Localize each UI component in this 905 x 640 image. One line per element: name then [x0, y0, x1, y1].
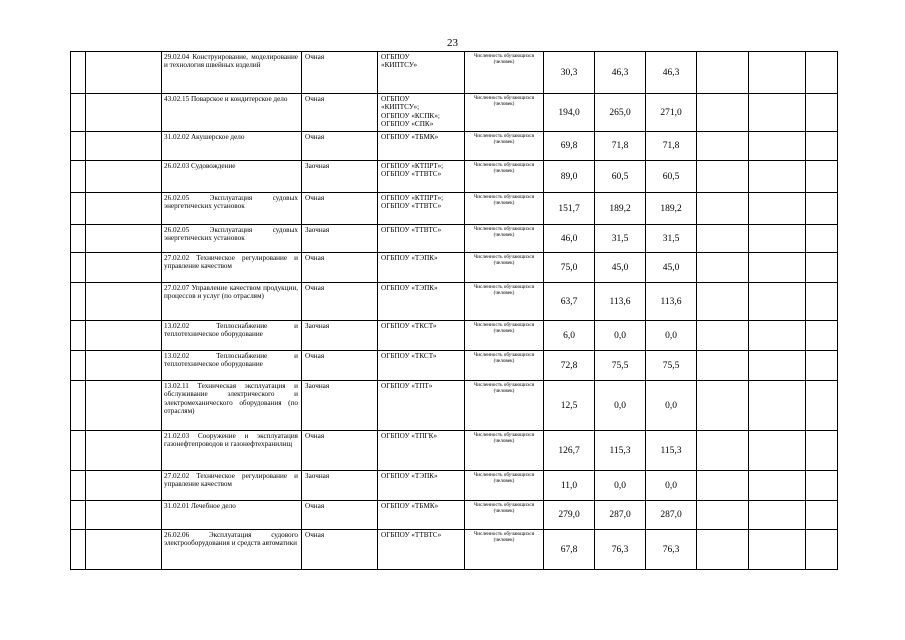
- blank-cell: [749, 193, 806, 225]
- blank-cell: [806, 193, 838, 225]
- specialties-table: [70, 51, 838, 570]
- organization-cell: [378, 431, 465, 471]
- blank-cell: [71, 52, 86, 94]
- study-form-cell: Очная: [302, 94, 378, 132]
- blank-cell: [71, 431, 86, 471]
- indicator-cell: Численность обучающихся (человек): [465, 132, 544, 161]
- value-cell-1: 126,7: [544, 431, 595, 471]
- specialty-cell: 27.02.07 Управление качеством продукции, процессов и услуг (по отраслям): [162, 283, 302, 321]
- blank-cell: [86, 381, 162, 431]
- indicator-cell: Численность обучающихся (человек): [465, 253, 544, 283]
- study-form-cell: Заочная: [302, 381, 378, 431]
- value-cell-1: 194,0: [544, 94, 595, 132]
- blank-cell: [71, 321, 86, 351]
- blank-cell: [749, 52, 806, 94]
- blank-cell: [697, 283, 749, 321]
- value-cell-3: 287,0: [646, 501, 697, 530]
- organization-cell: [378, 132, 465, 161]
- indicator-cell: Численность обучающихся (человек): [465, 501, 544, 530]
- study-form-cell: Очная: [302, 253, 378, 283]
- value-cell-2: 0,0: [595, 471, 646, 501]
- blank-cell: [697, 321, 749, 351]
- blank-cell: [697, 501, 749, 530]
- blank-cell: [71, 161, 86, 193]
- value-cell-1: 89,0: [544, 161, 595, 193]
- value-cell-2: 76,3: [595, 530, 646, 570]
- specialty-cell: 13.02.02 Теплоснабжение и теплотехническое оборудование: [162, 351, 302, 381]
- indicator-cell: Численность обучающихся (человек): [465, 193, 544, 225]
- value-cell-1: 63,7: [544, 283, 595, 321]
- indicator-cell: Численность обучающихся (человек): [465, 530, 544, 570]
- blank-cell: [806, 530, 838, 570]
- blank-cell: [806, 52, 838, 94]
- blank-cell: [71, 530, 86, 570]
- blank-cell: [749, 321, 806, 351]
- indicator-cell: Численность обучающихся (человек): [465, 225, 544, 253]
- blank-cell: [806, 321, 838, 351]
- study-form-cell: Заочная: [302, 471, 378, 501]
- value-cell-3: 271,0: [646, 94, 697, 132]
- value-cell-3: 115,3: [646, 431, 697, 471]
- specialty-cell: 27.02.02 Техническое регулирование и управление качеством: [162, 471, 302, 501]
- blank-cell: [806, 431, 838, 471]
- value-cell-1: 6,0: [544, 321, 595, 351]
- study-form-cell: Очная: [302, 52, 378, 94]
- blank-cell: [697, 530, 749, 570]
- organization-name: ОГБПОУ «КТПРТ»;: [381, 162, 444, 170]
- specialty-cell: 26.02.05 Эксплуатация судовых энергетических установок: [162, 193, 302, 225]
- organization-cell: [378, 253, 465, 283]
- value-cell-2: 265,0: [595, 94, 646, 132]
- indicator-cell: Численность обучающихся (человек): [465, 94, 544, 132]
- table-row: [71, 471, 838, 501]
- blank-cell: [86, 501, 162, 530]
- study-form-cell: Очная: [302, 501, 378, 530]
- value-cell-3: 0,0: [646, 471, 697, 501]
- value-cell-2: 113,6: [595, 283, 646, 321]
- organization-cell: [378, 94, 465, 132]
- organization-name: ОГБПОУ «ТТВТС»: [381, 226, 442, 234]
- study-form-cell: Очная: [302, 431, 378, 471]
- value-cell-2: 0,0: [595, 321, 646, 351]
- blank-cell: [86, 431, 162, 471]
- organization-cell: [378, 530, 465, 570]
- indicator-cell: Численность обучающихся (человек): [465, 381, 544, 431]
- organization-cell: [378, 225, 465, 253]
- organization-name: ОГБПОУ «ТПГК»: [381, 432, 438, 440]
- blank-cell: [71, 193, 86, 225]
- blank-cell: [806, 501, 838, 530]
- indicator-cell: Численность обучающихся (человек): [465, 52, 544, 94]
- blank-cell: [806, 225, 838, 253]
- blank-cell: [749, 471, 806, 501]
- organization-name: «КИПТСУ»: [381, 61, 418, 70]
- value-cell-1: 46,0: [544, 225, 595, 253]
- blank-cell: [749, 225, 806, 253]
- blank-cell: [697, 381, 749, 431]
- blank-cell: [71, 253, 86, 283]
- value-cell-3: 45,0: [646, 253, 697, 283]
- blank-cell: [697, 253, 749, 283]
- blank-cell: [86, 94, 162, 132]
- page-number: 23: [447, 37, 458, 49]
- blank-cell: [749, 94, 806, 132]
- value-cell-1: 69,8: [544, 132, 595, 161]
- study-form-cell: Заочная: [302, 161, 378, 193]
- organization-cell: [378, 381, 465, 431]
- table-row: [71, 225, 838, 253]
- table-row: [71, 431, 838, 471]
- organization-name: ОГБПОУ «ТТВТС»: [381, 202, 442, 211]
- organization-name: ОГБПОУ «ТЭПК»: [381, 472, 438, 480]
- organization-name: ОГБПОУ «ТКСТ»: [381, 322, 437, 330]
- blank-cell: [697, 225, 749, 253]
- value-cell-1: 279,0: [544, 501, 595, 530]
- table-row: [71, 94, 838, 132]
- organization-name: ОГБПОУ «ТТВТС»: [381, 531, 442, 539]
- value-cell-2: 31,5: [595, 225, 646, 253]
- organization-cell: [378, 193, 465, 225]
- study-form-cell: Заочная: [302, 321, 378, 351]
- value-cell-1: 12,5: [544, 381, 595, 431]
- value-cell-3: 31,5: [646, 225, 697, 253]
- value-cell-2: 71,8: [595, 132, 646, 161]
- table-row: [71, 321, 838, 351]
- blank-cell: [697, 351, 749, 381]
- blank-cell: [749, 381, 806, 431]
- table-row: [71, 501, 838, 530]
- blank-cell: [806, 351, 838, 381]
- organization-cell: [378, 283, 465, 321]
- blank-cell: [806, 253, 838, 283]
- organization-cell: [378, 52, 465, 94]
- specialty-cell: 43.02.15 Поварское и кондитерское дело: [162, 94, 302, 132]
- organization-cell: [378, 351, 465, 381]
- specialty-cell: 27.02.02 Техническое регулирование и управление качеством: [162, 253, 302, 283]
- organization-name: «КИПТСУ»;: [381, 103, 420, 112]
- value-cell-3: 60,5: [646, 161, 697, 193]
- blank-cell: [71, 351, 86, 381]
- table-row: [71, 132, 838, 161]
- blank-cell: [806, 283, 838, 321]
- organization-name: ОГБПОУ «ТБМК»: [381, 502, 439, 510]
- value-cell-3: 0,0: [646, 381, 697, 431]
- value-cell-2: 60,5: [595, 161, 646, 193]
- blank-cell: [806, 161, 838, 193]
- blank-cell: [697, 52, 749, 94]
- value-cell-2: 46,3: [595, 52, 646, 94]
- blank-cell: [86, 193, 162, 225]
- blank-cell: [749, 132, 806, 161]
- blank-cell: [697, 431, 749, 471]
- value-cell-1: 151,7: [544, 193, 595, 225]
- specialty-cell: 21.02.03 Сооружение и эксплуатация газонефтепроводов и газонефтехранилищ: [162, 431, 302, 471]
- indicator-cell: Численность обучающихся (человек): [465, 321, 544, 351]
- value-cell-1: 75,0: [544, 253, 595, 283]
- blank-cell: [749, 283, 806, 321]
- blank-cell: [749, 530, 806, 570]
- organization-cell: [378, 321, 465, 351]
- blank-cell: [806, 381, 838, 431]
- blank-cell: [86, 161, 162, 193]
- organization-name: ОГБПОУ: [381, 53, 410, 61]
- table-row: [71, 253, 838, 283]
- blank-cell: [749, 431, 806, 471]
- value-cell-3: 46,3: [646, 52, 697, 94]
- study-form-cell: Очная: [302, 530, 378, 570]
- blank-cell: [86, 52, 162, 94]
- blank-cell: [71, 94, 86, 132]
- blank-cell: [86, 283, 162, 321]
- blank-cell: [749, 253, 806, 283]
- blank-cell: [71, 225, 86, 253]
- organization-name: ОГБПОУ «ТБМК»: [381, 133, 439, 141]
- table-row: [71, 351, 838, 381]
- blank-cell: [697, 132, 749, 161]
- blank-cell: [86, 351, 162, 381]
- value-cell-2: 0,0: [595, 381, 646, 431]
- value-cell-3: 189,2: [646, 193, 697, 225]
- blank-cell: [697, 471, 749, 501]
- specialty-cell: 26.02.03 Судовождение: [162, 161, 302, 193]
- specialty-cell: 26.02.05 Эксплуатация судовых энергетических установок: [162, 225, 302, 253]
- blank-cell: [86, 225, 162, 253]
- blank-cell: [806, 471, 838, 501]
- table-row: [71, 161, 838, 193]
- value-cell-1: 72,8: [544, 351, 595, 381]
- value-cell-3: 75,5: [646, 351, 697, 381]
- value-cell-1: 30,3: [544, 52, 595, 94]
- blank-cell: [697, 193, 749, 225]
- blank-cell: [749, 501, 806, 530]
- organization-name: ОГБПОУ «ТТВТС»: [381, 170, 442, 179]
- specialty-cell: 29.02.04 Конструирование, моделирование и технология швейных изделий: [162, 52, 302, 94]
- table-row: [71, 381, 838, 431]
- organization-name: ОГБПОУ «КТПРТ»;: [381, 194, 444, 202]
- indicator-cell: Численность обучающихся (человек): [465, 161, 544, 193]
- value-cell-2: 189,2: [595, 193, 646, 225]
- value-cell-2: 115,3: [595, 431, 646, 471]
- table-row: [71, 530, 838, 570]
- blank-cell: [71, 381, 86, 431]
- organization-name: ОГБПОУ «ТПТ»: [381, 382, 433, 390]
- indicator-cell: Численность обучающихся (человек): [465, 283, 544, 321]
- indicator-cell: Численность обучающихся (человек): [465, 471, 544, 501]
- study-form-cell: Очная: [302, 193, 378, 225]
- study-form-cell: Заочная: [302, 225, 378, 253]
- study-form-cell: Очная: [302, 351, 378, 381]
- organization-name: ОГБПОУ: [381, 95, 410, 103]
- organization-cell: [378, 161, 465, 193]
- blank-cell: [806, 132, 838, 161]
- blank-cell: [71, 283, 86, 321]
- value-cell-2: 75,5: [595, 351, 646, 381]
- table-row: [71, 283, 838, 321]
- blank-cell: [806, 94, 838, 132]
- blank-cell: [86, 132, 162, 161]
- specialty-cell: 26.02.06 Эксплуатация судового электрооборудования и средств автоматики: [162, 530, 302, 570]
- value-cell-1: 67,8: [544, 530, 595, 570]
- organization-name: ОГБПОУ «КСПК»;: [381, 111, 440, 120]
- blank-cell: [86, 321, 162, 351]
- blank-cell: [749, 351, 806, 381]
- blank-cell: [71, 132, 86, 161]
- indicator-cell: Численность обучающихся (человек): [465, 351, 544, 381]
- value-cell-2: 287,0: [595, 501, 646, 530]
- specialty-cell: 31.02.01 Лечебное дело: [162, 501, 302, 530]
- study-form-cell: Очная: [302, 283, 378, 321]
- blank-cell: [86, 530, 162, 570]
- table-row: [71, 52, 838, 94]
- organization-name: ОГБПОУ «ТКСТ»: [381, 352, 437, 360]
- organization-name: ОГБПОУ «СПК»: [381, 119, 434, 128]
- value-cell-3: 0,0: [646, 321, 697, 351]
- organization-cell: [378, 471, 465, 501]
- blank-cell: [697, 94, 749, 132]
- blank-cell: [697, 161, 749, 193]
- value-cell-3: 113,6: [646, 283, 697, 321]
- blank-cell: [71, 471, 86, 501]
- blank-cell: [86, 253, 162, 283]
- indicator-cell: Численность обучающихся (человек): [465, 431, 544, 471]
- blank-cell: [749, 161, 806, 193]
- value-cell-1: 11,0: [544, 471, 595, 501]
- blank-cell: [86, 471, 162, 501]
- specialty-cell: 13.02.11 Техническая эксплуатация и обслуживание электрического и электромеханического оборудования (по отраслям): [162, 381, 302, 431]
- organization-name: ОГБПОУ «ТЭПК»: [381, 284, 438, 292]
- blank-cell: [71, 501, 86, 530]
- value-cell-3: 76,3: [646, 530, 697, 570]
- specialty-cell: 13.02.02 Теплоснабжение и теплотехническое оборудование: [162, 321, 302, 351]
- table-row: [71, 193, 838, 225]
- value-cell-3: 71,8: [646, 132, 697, 161]
- specialty-cell: 31.02.02 Акушерское дело: [162, 132, 302, 161]
- study-form-cell: Очная: [302, 132, 378, 161]
- value-cell-2: 45,0: [595, 253, 646, 283]
- organization-cell: [378, 501, 465, 530]
- organization-name: ОГБПОУ «ТЭПК»: [381, 254, 438, 262]
